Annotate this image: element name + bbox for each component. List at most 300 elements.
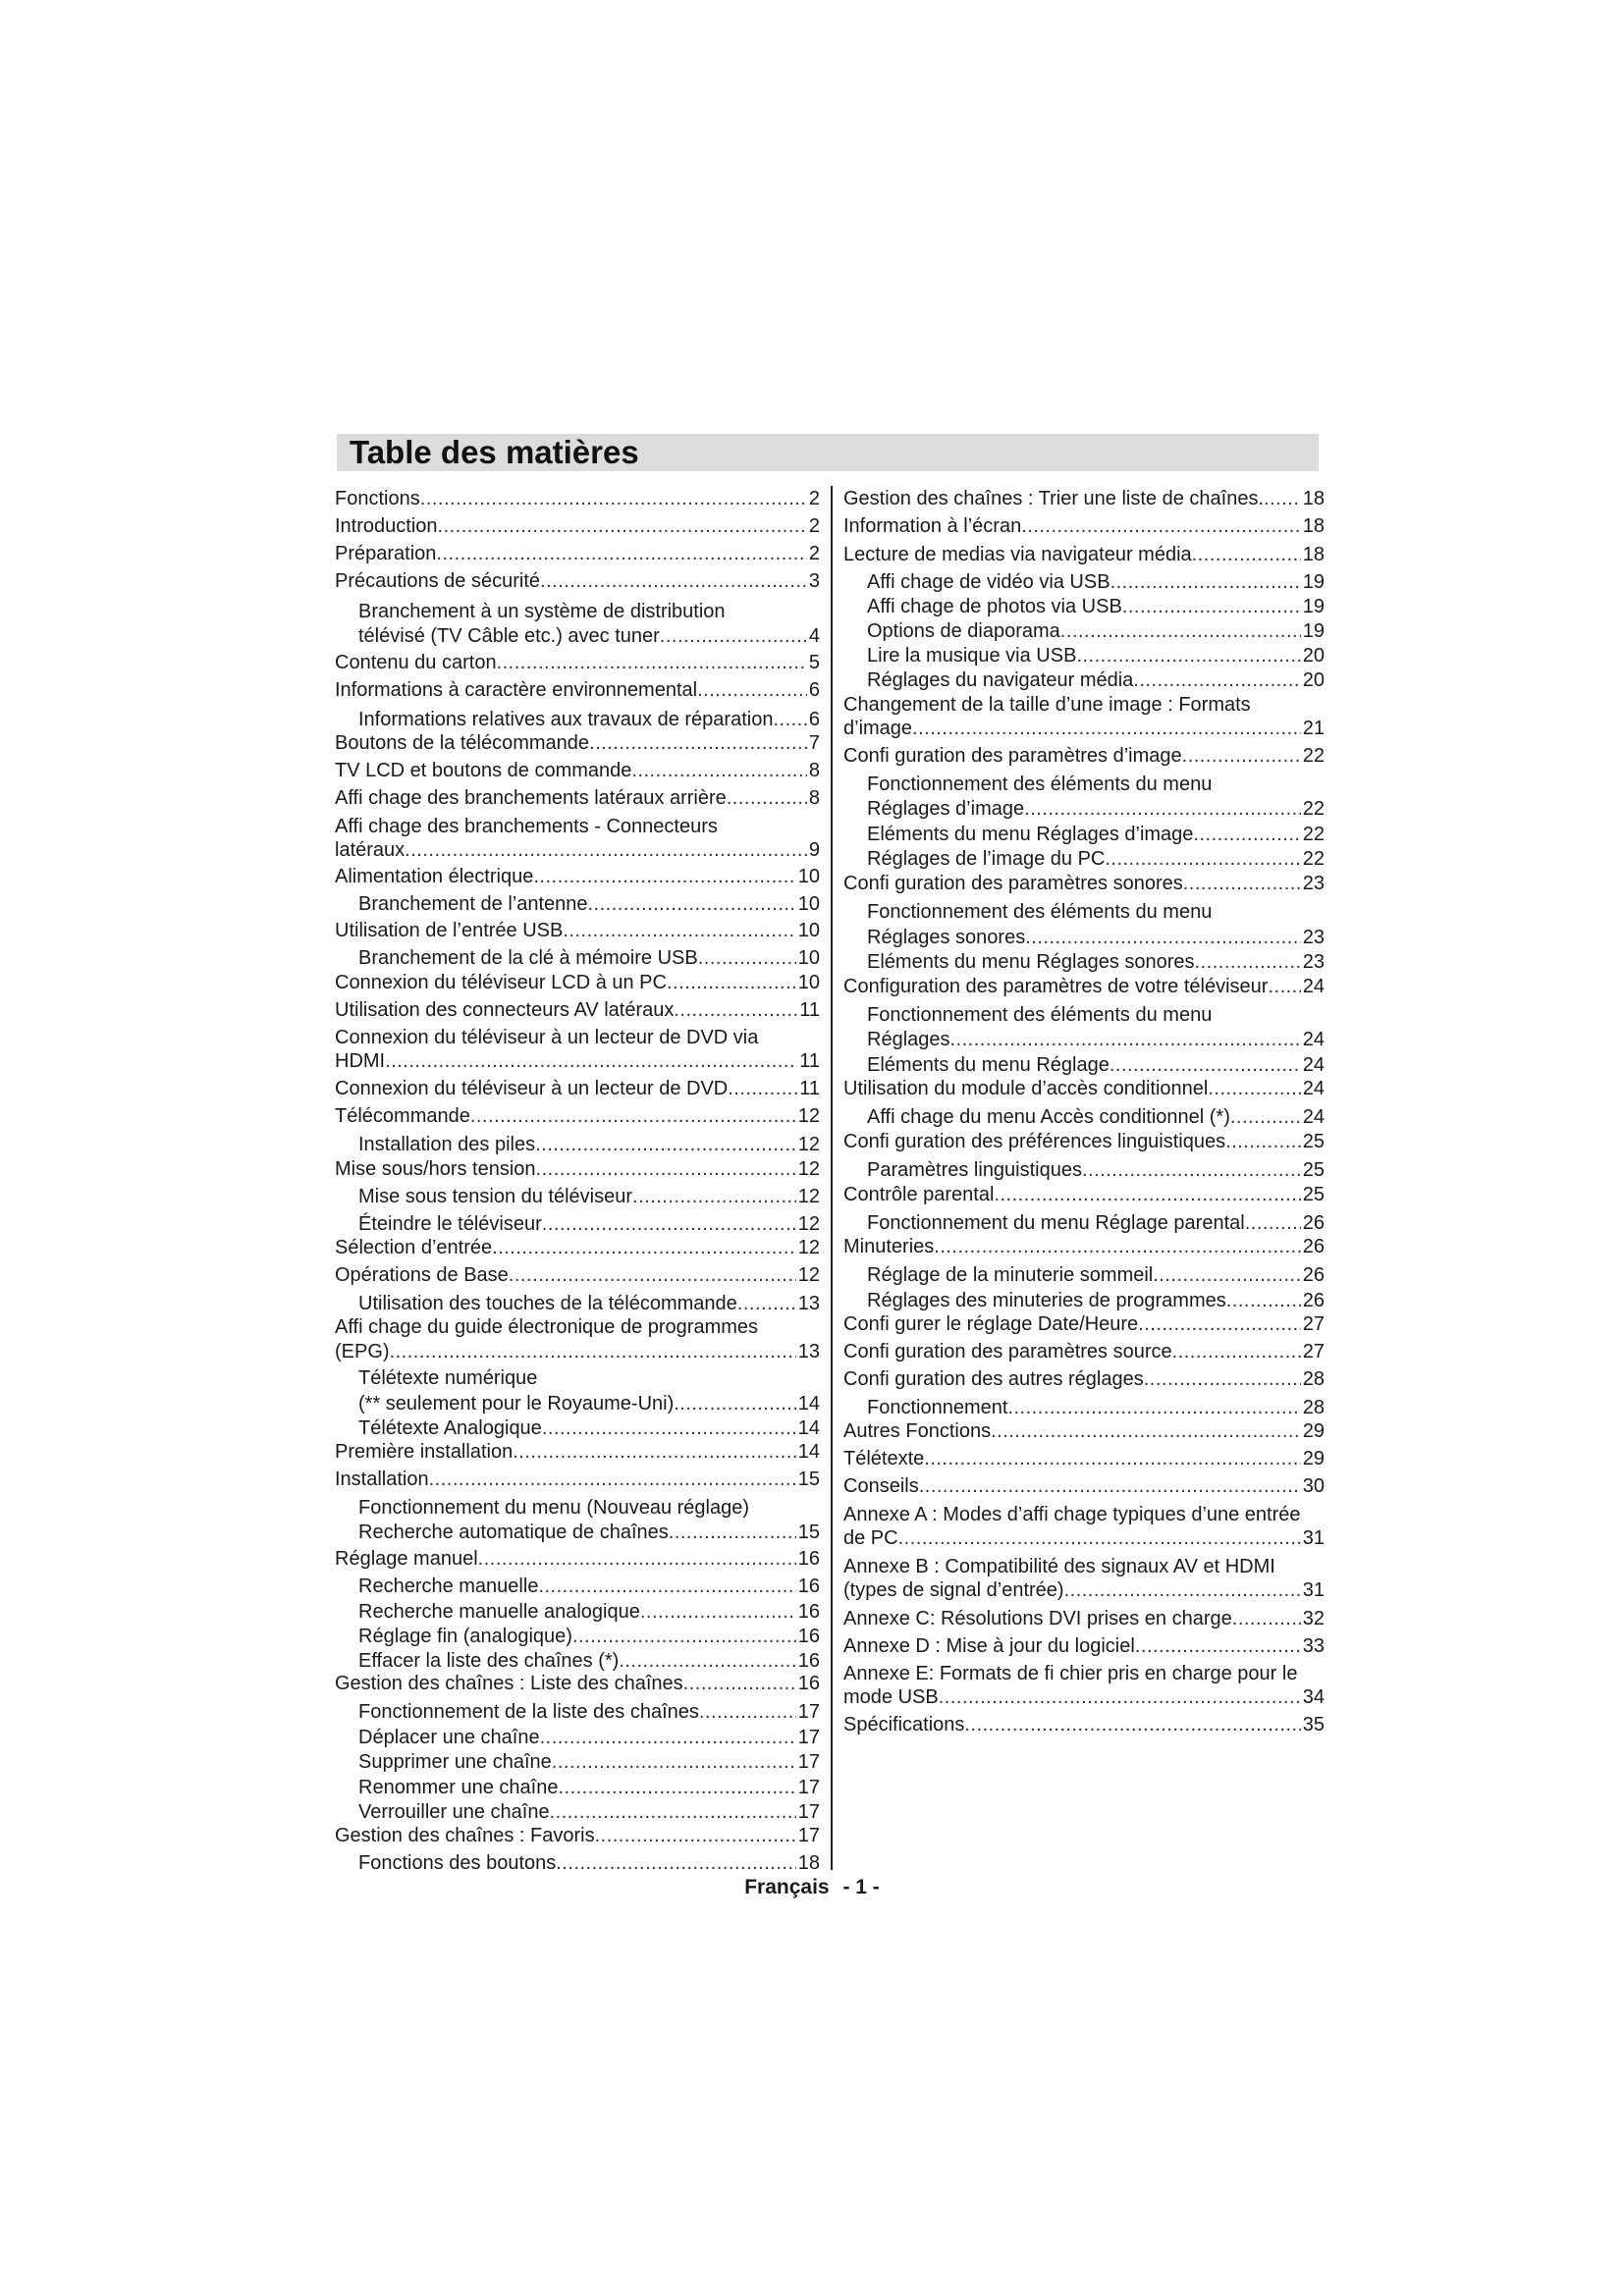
dot-leader [698, 946, 796, 970]
toc-entry-title: Déplacer une chaîne [358, 1727, 540, 1748]
dot-leader [556, 1851, 796, 1875]
toc-entry [867, 668, 1325, 692]
toc-page-number: 16 [797, 1601, 820, 1623]
dot-leader [1024, 797, 1301, 821]
toc-page-number: 23 [1302, 951, 1325, 973]
dot-leader [1007, 1396, 1300, 1419]
toc-entry [335, 838, 820, 862]
toc-page-number: 20 [1302, 645, 1325, 667]
toc-page-number: 17 [797, 1701, 820, 1723]
dot-leader [509, 1263, 796, 1287]
toc-page-number: 12 [797, 1237, 820, 1258]
dot-leader [934, 1235, 1300, 1258]
toc-entry [335, 1672, 820, 1695]
toc-entry [843, 1607, 1325, 1630]
dot-leader [1110, 570, 1301, 594]
dot-leader [640, 1600, 796, 1624]
toc-entry-line: Fonctionnement des éléments du menu [867, 1004, 1213, 1026]
toc-entry-title: Télécommande [335, 1105, 470, 1127]
toc-page-number: 11 [799, 1050, 820, 1072]
toc-entry [335, 569, 820, 593]
dot-leader [674, 1392, 796, 1415]
toc-entry [867, 823, 1325, 846]
toc-page-number: 12 [797, 1134, 820, 1155]
toc-entry [358, 1625, 820, 1648]
toc-entry [358, 1700, 820, 1724]
toc-page-number: 15 [797, 1468, 820, 1490]
dot-leader [898, 1526, 1301, 1550]
toc-page-number: 22 [1302, 824, 1325, 845]
dot-leader [497, 651, 807, 674]
toc-entry-title: Fonctions [335, 488, 420, 509]
toc-entry [335, 514, 820, 538]
toc-entry [335, 1547, 820, 1571]
toc-entry [335, 786, 820, 810]
dot-leader [773, 708, 806, 731]
toc-entry-title: Recherche manuelle [358, 1575, 539, 1597]
toc-entry [843, 1685, 1325, 1709]
toc-entry [358, 1575, 820, 1598]
toc-entry [843, 1578, 1325, 1602]
dot-leader [660, 624, 807, 648]
toc-entry-line: Annexe B : Compatibilité des signaux AV et HDMI [843, 1556, 1275, 1577]
toc-page-number: 3 [808, 570, 820, 592]
toc-entry-title: Confi guration des autres réglages [843, 1368, 1144, 1390]
toc-page-number: 2 [808, 543, 820, 564]
toc-entry-title: Eléments du menu Réglages sonores [867, 951, 1195, 973]
toc-entry-line: Affi chage des branchements - Connecteurs [335, 816, 718, 837]
toc-entry [867, 570, 1325, 594]
dot-leader [1133, 668, 1300, 692]
dot-leader [1064, 1578, 1301, 1602]
toc-page-number: 16 [797, 1673, 820, 1694]
toc-entry-title: Introduction [335, 515, 438, 537]
dot-leader [697, 678, 807, 702]
toc-entry-title: Réglage de la minuterie sommeil [867, 1264, 1154, 1286]
dot-leader [1232, 1607, 1301, 1630]
toc-entry-title: Réglage manuel [335, 1548, 478, 1570]
toc-entry [335, 542, 820, 565]
toc-entry [843, 1526, 1325, 1550]
toc-page-number: 11 [799, 999, 820, 1021]
toc-entry [358, 1800, 820, 1824]
dot-leader [1076, 644, 1300, 667]
toc-entry-title: (** seulement pour le Royaume-Uni) [358, 1393, 675, 1415]
toc-page-number: 27 [1302, 1341, 1325, 1362]
toc-page-number: 21 [1302, 718, 1325, 739]
dot-leader [1182, 744, 1301, 768]
toc-entry [843, 1447, 1325, 1470]
toc-entry-title: Mise sous tension du téléviseur [358, 1186, 633, 1207]
footer-page-number: - 1 - [842, 1876, 880, 1898]
dot-leader [991, 1419, 1301, 1443]
toc-entry-title: Alimentation électrique [335, 866, 534, 887]
toc-entry-title: Télétexte [843, 1448, 925, 1469]
toc-entry-title: Gestion des chaînes : Trier une liste de chaînes. [843, 488, 1265, 509]
toc-page-number: 24 [1302, 1029, 1325, 1050]
toc-entry-title: Utilisation des touches de la télécommande [358, 1293, 737, 1314]
dot-leader [1082, 1158, 1301, 1182]
toc-page-number: 22 [1302, 745, 1325, 767]
dot-leader [390, 1340, 796, 1363]
toc-entry [843, 1312, 1325, 1336]
dot-leader [1172, 1340, 1301, 1363]
dot-leader [919, 1474, 1301, 1498]
toc-entry-line: Fonctionnement des éléments du menu [867, 901, 1213, 923]
dot-leader [542, 1416, 796, 1440]
toc-entry [867, 644, 1325, 667]
toc-entry-title: Gestion des chaînes : Favoris [335, 1825, 595, 1846]
toc-entry-title: Réglages d’image [867, 798, 1025, 820]
toc-page-number: 10 [797, 947, 820, 969]
dot-leader [385, 1049, 797, 1073]
toc-entry-line: Connexion du téléviseur à un lecteur de DVD via [335, 1027, 759, 1048]
toc-page-number: 17 [797, 1825, 820, 1846]
toc-entry-title: Confi gurer le réglage Date/Heure [843, 1313, 1139, 1335]
toc-page-number: 19 [1302, 571, 1325, 593]
dot-leader [492, 1236, 796, 1259]
toc-entry [335, 487, 820, 510]
toc-entry [335, 971, 820, 994]
dot-leader [563, 919, 795, 942]
toc-entry-title: (types de signal d’entrée) [843, 1579, 1064, 1601]
dot-leader [1060, 619, 1301, 643]
dot-leader [1245, 1211, 1301, 1235]
toc-page-number: 18 [1302, 515, 1325, 537]
toc-entry [867, 1053, 1325, 1077]
toc-entry [358, 1600, 820, 1624]
toc-page-number: 27 [1302, 1313, 1325, 1335]
toc-page-number: 19 [1302, 620, 1325, 642]
toc-entry-title: Gestion des chaînes : Liste des chaînes [335, 1673, 683, 1694]
toc-page-number: 8 [808, 760, 820, 781]
dot-leader [1105, 847, 1300, 871]
toc-entry-line: Branchement à un système de distribution [358, 601, 726, 622]
toc-page-number: 8 [808, 787, 820, 809]
toc-entry [335, 759, 820, 782]
dot-leader [536, 1157, 796, 1181]
toc-page-number: 17 [797, 1801, 820, 1823]
dot-leader [912, 717, 1301, 740]
toc-entry [843, 744, 1325, 768]
toc-entry [335, 651, 820, 674]
toc-entry-title: Verrouiller une chaîne [358, 1801, 550, 1823]
toc-entry-title: HDMI [335, 1050, 386, 1072]
dot-leader [619, 1649, 795, 1673]
toc-page-number: 25 [1302, 1159, 1325, 1181]
toc-entry [335, 678, 820, 702]
toc-entry-title: Connexion du téléviseur LCD à un PC [335, 972, 667, 993]
dot-leader [1264, 487, 1301, 510]
toc-entry [335, 731, 820, 755]
toc-page-number: 13 [797, 1341, 820, 1362]
toc-page-number: 31 [1302, 1579, 1325, 1601]
toc-entry [843, 1419, 1325, 1443]
dot-leader [1192, 543, 1301, 566]
toc-entry-title: Supprimer une chaîne [358, 1751, 552, 1773]
dot-leader [436, 542, 806, 565]
dot-leader [699, 1700, 796, 1724]
toc-entry-title: Affi chage de photos via USB [867, 596, 1122, 617]
toc-entry [867, 595, 1325, 618]
dot-leader [1110, 1053, 1301, 1077]
toc-page-number: 16 [797, 1548, 820, 1570]
dot-leader [1135, 1634, 1301, 1658]
toc-page-number: 14 [797, 1417, 820, 1439]
dot-leader [420, 487, 807, 510]
toc-page-number: 24 [1302, 1106, 1325, 1128]
toc-entry-title: Eléments du menu Réglages d’image [867, 824, 1194, 845]
toc-page-number: 26 [1302, 1264, 1325, 1286]
toc-entry-title: Paramètres linguistiques [867, 1159, 1082, 1181]
toc-entry-title: Réglages [867, 1029, 950, 1050]
toc-entry [358, 1212, 820, 1236]
toc-entry [867, 1263, 1325, 1287]
dot-leader [533, 865, 795, 888]
toc-entry-title: latéraux [335, 839, 406, 861]
toc-page-number: 29 [1302, 1420, 1325, 1442]
toc-entry-title: Spécifications [843, 1714, 965, 1735]
toc-entry-title: d’image [843, 718, 913, 739]
toc-page-number: 18 [1302, 544, 1325, 565]
toc-entry-title: Options de diaporama [867, 620, 1060, 642]
page-footer [0, 1875, 1624, 1900]
toc-entry-title: Conseils [843, 1475, 919, 1497]
toc-page-number: 18 [1302, 488, 1325, 509]
dot-leader [538, 1575, 795, 1598]
toc-entry-title: Recherche automatique de chaînes [358, 1522, 669, 1543]
toc-entry-title: Réglages des minuteries de programmes [867, 1290, 1226, 1311]
toc-page-number: 28 [1302, 1397, 1325, 1418]
dot-leader [1025, 926, 1301, 949]
toc-entry [358, 1521, 820, 1544]
dot-leader [550, 1800, 796, 1824]
toc-entry-title: Affi chage de vidéo via USB [867, 571, 1110, 593]
dot-leader [513, 1440, 796, 1464]
toc-page-number: 16 [797, 1650, 820, 1672]
toc-entry [843, 1634, 1325, 1658]
column-divider [831, 486, 833, 1870]
toc-entry [335, 1340, 820, 1363]
toc-entry-title: Installation des piles [358, 1134, 536, 1155]
toc-page-number: 6 [808, 679, 820, 701]
toc-page-number: 12 [797, 1158, 820, 1180]
toc-entry-title: Annexe D : Mise à jour du logiciel [843, 1635, 1135, 1657]
toc-entry-title: Fonctions des boutons [358, 1852, 557, 1874]
toc-page-number: 15 [797, 1522, 820, 1543]
toc-page-number: 12 [797, 1213, 820, 1235]
toc-entry-title: Installation [335, 1468, 429, 1490]
dot-leader [542, 1212, 796, 1236]
toc-entry [867, 1105, 1325, 1129]
toc-entry-title: Première installation [335, 1441, 514, 1463]
toc-page-number: 25 [1302, 1131, 1325, 1152]
dot-leader [950, 1028, 1301, 1051]
dot-leader [631, 759, 806, 782]
dot-leader [669, 1521, 796, 1544]
toc-entry [358, 1416, 820, 1440]
dot-leader [1195, 950, 1301, 974]
toc-page-number: 10 [797, 920, 820, 941]
toc-entry [358, 1649, 820, 1673]
toc-entry-title: Réglages du navigateur média [867, 669, 1134, 691]
toc-entry-title: Autres Fonctions [843, 1420, 992, 1442]
toc-entry [843, 1367, 1325, 1391]
dot-leader [1230, 1105, 1301, 1129]
toc-entry-line: Annexe E: Formats de fi chier pris en charge pour le [843, 1663, 1298, 1684]
toc-entry [335, 1440, 820, 1464]
toc-entry-title: Lire la musique via USB [867, 645, 1077, 667]
toc-entry [867, 1396, 1325, 1419]
toc-entry [335, 919, 820, 942]
toc-entry-title: Annexe C: Résolutions DVI prises en charge [843, 1608, 1232, 1629]
toc-entry [358, 1726, 820, 1749]
toc-entry-title: Renommer une chaîne [358, 1777, 559, 1798]
toc-page-number: 28 [1302, 1368, 1325, 1390]
toc-page-number: 10 [797, 866, 820, 887]
toc-entry-title: télévisé (TV Câble etc.) avec tuner [358, 625, 660, 647]
toc-entry [335, 1049, 820, 1073]
toc-entry [358, 1185, 820, 1208]
dot-leader [552, 1750, 796, 1774]
dot-leader [540, 569, 807, 593]
dot-leader [728, 1077, 797, 1100]
toc-entry-title: Mise sous/hors tension [335, 1158, 536, 1180]
toc-entry-line: Annexe A : Modes d’affi chage typiques d’une entrée [843, 1504, 1301, 1525]
toc-page-number: 12 [797, 1186, 820, 1207]
toc-entry-title: Minuteries [843, 1236, 935, 1257]
toc-entry-title: Configuration des paramètres de votre téléviseur [843, 976, 1269, 997]
toc-entry-title: Recherche manuelle analogique [358, 1601, 640, 1623]
dot-leader [924, 1447, 1300, 1470]
toc-page-number: 17 [797, 1727, 820, 1748]
toc-entry [843, 1713, 1325, 1736]
toc-page-number: 25 [1302, 1184, 1325, 1205]
toc-entry-title: Confi guration des paramètres source [843, 1341, 1172, 1362]
dot-leader [994, 1183, 1300, 1206]
toc-page-number: 26 [1302, 1212, 1325, 1234]
dot-leader [1138, 1312, 1301, 1336]
dot-leader [674, 998, 797, 1022]
toc-page-number: 23 [1302, 873, 1325, 894]
toc-entry [335, 1824, 820, 1847]
toc-entry [843, 1183, 1325, 1206]
toc-entry [843, 1340, 1325, 1363]
toc-page-number: 14 [797, 1393, 820, 1415]
toc-entry-title: Réglages sonores [867, 927, 1026, 948]
dot-leader [1021, 514, 1301, 538]
dot-leader [1225, 1130, 1301, 1153]
toc-entry-title: Contrôle parental [843, 1184, 995, 1205]
toc-entry [867, 847, 1325, 871]
toc-page-number: 24 [1302, 1054, 1325, 1076]
toc-entry-title: Lecture de medias via navigateur média [843, 544, 1192, 565]
toc-entry-title: Contenu du carton [335, 652, 497, 673]
dot-leader [1144, 1367, 1301, 1391]
toc-entry-line: Fonctionnement des éléments du menu [867, 774, 1213, 795]
dot-leader [405, 838, 807, 862]
dot-leader [1193, 823, 1300, 846]
toc-entry [843, 1235, 1325, 1258]
toc-entry [335, 1077, 820, 1100]
toc-entry [843, 1130, 1325, 1153]
dot-leader [667, 971, 796, 994]
page-title: Table des matières [350, 434, 639, 470]
toc-entry-title: Branchement de la clé à mémoire USB [358, 947, 698, 969]
dot-leader [1122, 595, 1301, 618]
toc-entry-title: Informations à caractère environnemental [335, 679, 698, 701]
toc-entry-title: Opérations de Base [335, 1264, 509, 1286]
toc-page-number: 16 [797, 1626, 820, 1647]
toc-entry-title: Information à l’écran [843, 515, 1022, 537]
dot-leader [478, 1547, 796, 1571]
toc-entry-title: Préparation [335, 543, 437, 564]
toc-page-number: 9 [808, 839, 820, 861]
toc-entry-title: Sélection d’entrée [335, 1237, 493, 1258]
toc-entry-title: Fonctionnement du menu Réglage parental [867, 1212, 1245, 1234]
dot-leader [632, 1185, 796, 1208]
toc-page-number: 17 [797, 1751, 820, 1773]
dot-leader [727, 786, 807, 810]
toc-entry-line: Changement de la taille d’une image : Formats [843, 694, 1251, 716]
toc-entry [867, 926, 1325, 949]
toc-entry-title: Utilisation du module d’accès conditionnel [843, 1078, 1209, 1099]
toc-entry [843, 487, 1325, 510]
toc-entry [335, 865, 820, 888]
toc-entry [867, 797, 1325, 821]
dot-leader [572, 1625, 796, 1648]
dot-leader [1183, 872, 1301, 895]
toc-entry-title: Eléments du menu Réglage [867, 1054, 1110, 1076]
toc-page-number: 34 [1302, 1686, 1325, 1708]
toc-entry [867, 950, 1325, 974]
toc-entry [358, 1133, 820, 1156]
toc-page-number: 5 [808, 652, 820, 673]
dot-leader [595, 1824, 796, 1847]
toc-page-number: 22 [1302, 798, 1325, 820]
toc-page-number: 33 [1302, 1635, 1325, 1657]
toc-page-number: 24 [1302, 976, 1325, 997]
toc-entry-title: (EPG) [335, 1341, 390, 1362]
toc-page-number: 2 [808, 488, 820, 509]
toc-page-number: 10 [797, 972, 820, 993]
dot-leader [1153, 1263, 1301, 1287]
dot-leader [1226, 1289, 1301, 1312]
toc-page-number: 26 [1302, 1290, 1325, 1311]
toc-entry-title: Affi chage des branchements latéraux arrière [335, 787, 727, 809]
toc-entry [867, 1289, 1325, 1312]
toc-page-number: 12 [797, 1264, 820, 1286]
toc-entry [843, 514, 1325, 538]
toc-entry [358, 946, 820, 970]
toc-page-number: 23 [1302, 927, 1325, 948]
toc-entry-title: Fonctionnement de la liste des chaînes [358, 1701, 699, 1723]
toc-page-number: 13 [797, 1293, 820, 1314]
toc-entry [358, 1292, 820, 1315]
toc-page-number: 20 [1302, 669, 1325, 691]
toc-page-number: 24 [1302, 1078, 1325, 1099]
toc-page-number: 14 [797, 1441, 820, 1463]
toc-entry [843, 543, 1325, 566]
toc-entry-line: Télétexte numérique [358, 1367, 538, 1389]
toc-page-number: 35 [1302, 1714, 1325, 1735]
dot-leader [438, 514, 807, 538]
toc-entry [867, 1211, 1325, 1235]
toc-entry-title: Affi chage du menu Accès conditionnel (*) [867, 1106, 1230, 1128]
toc-entry [843, 975, 1325, 998]
dot-leader [683, 1672, 796, 1695]
dot-leader [535, 1133, 796, 1156]
